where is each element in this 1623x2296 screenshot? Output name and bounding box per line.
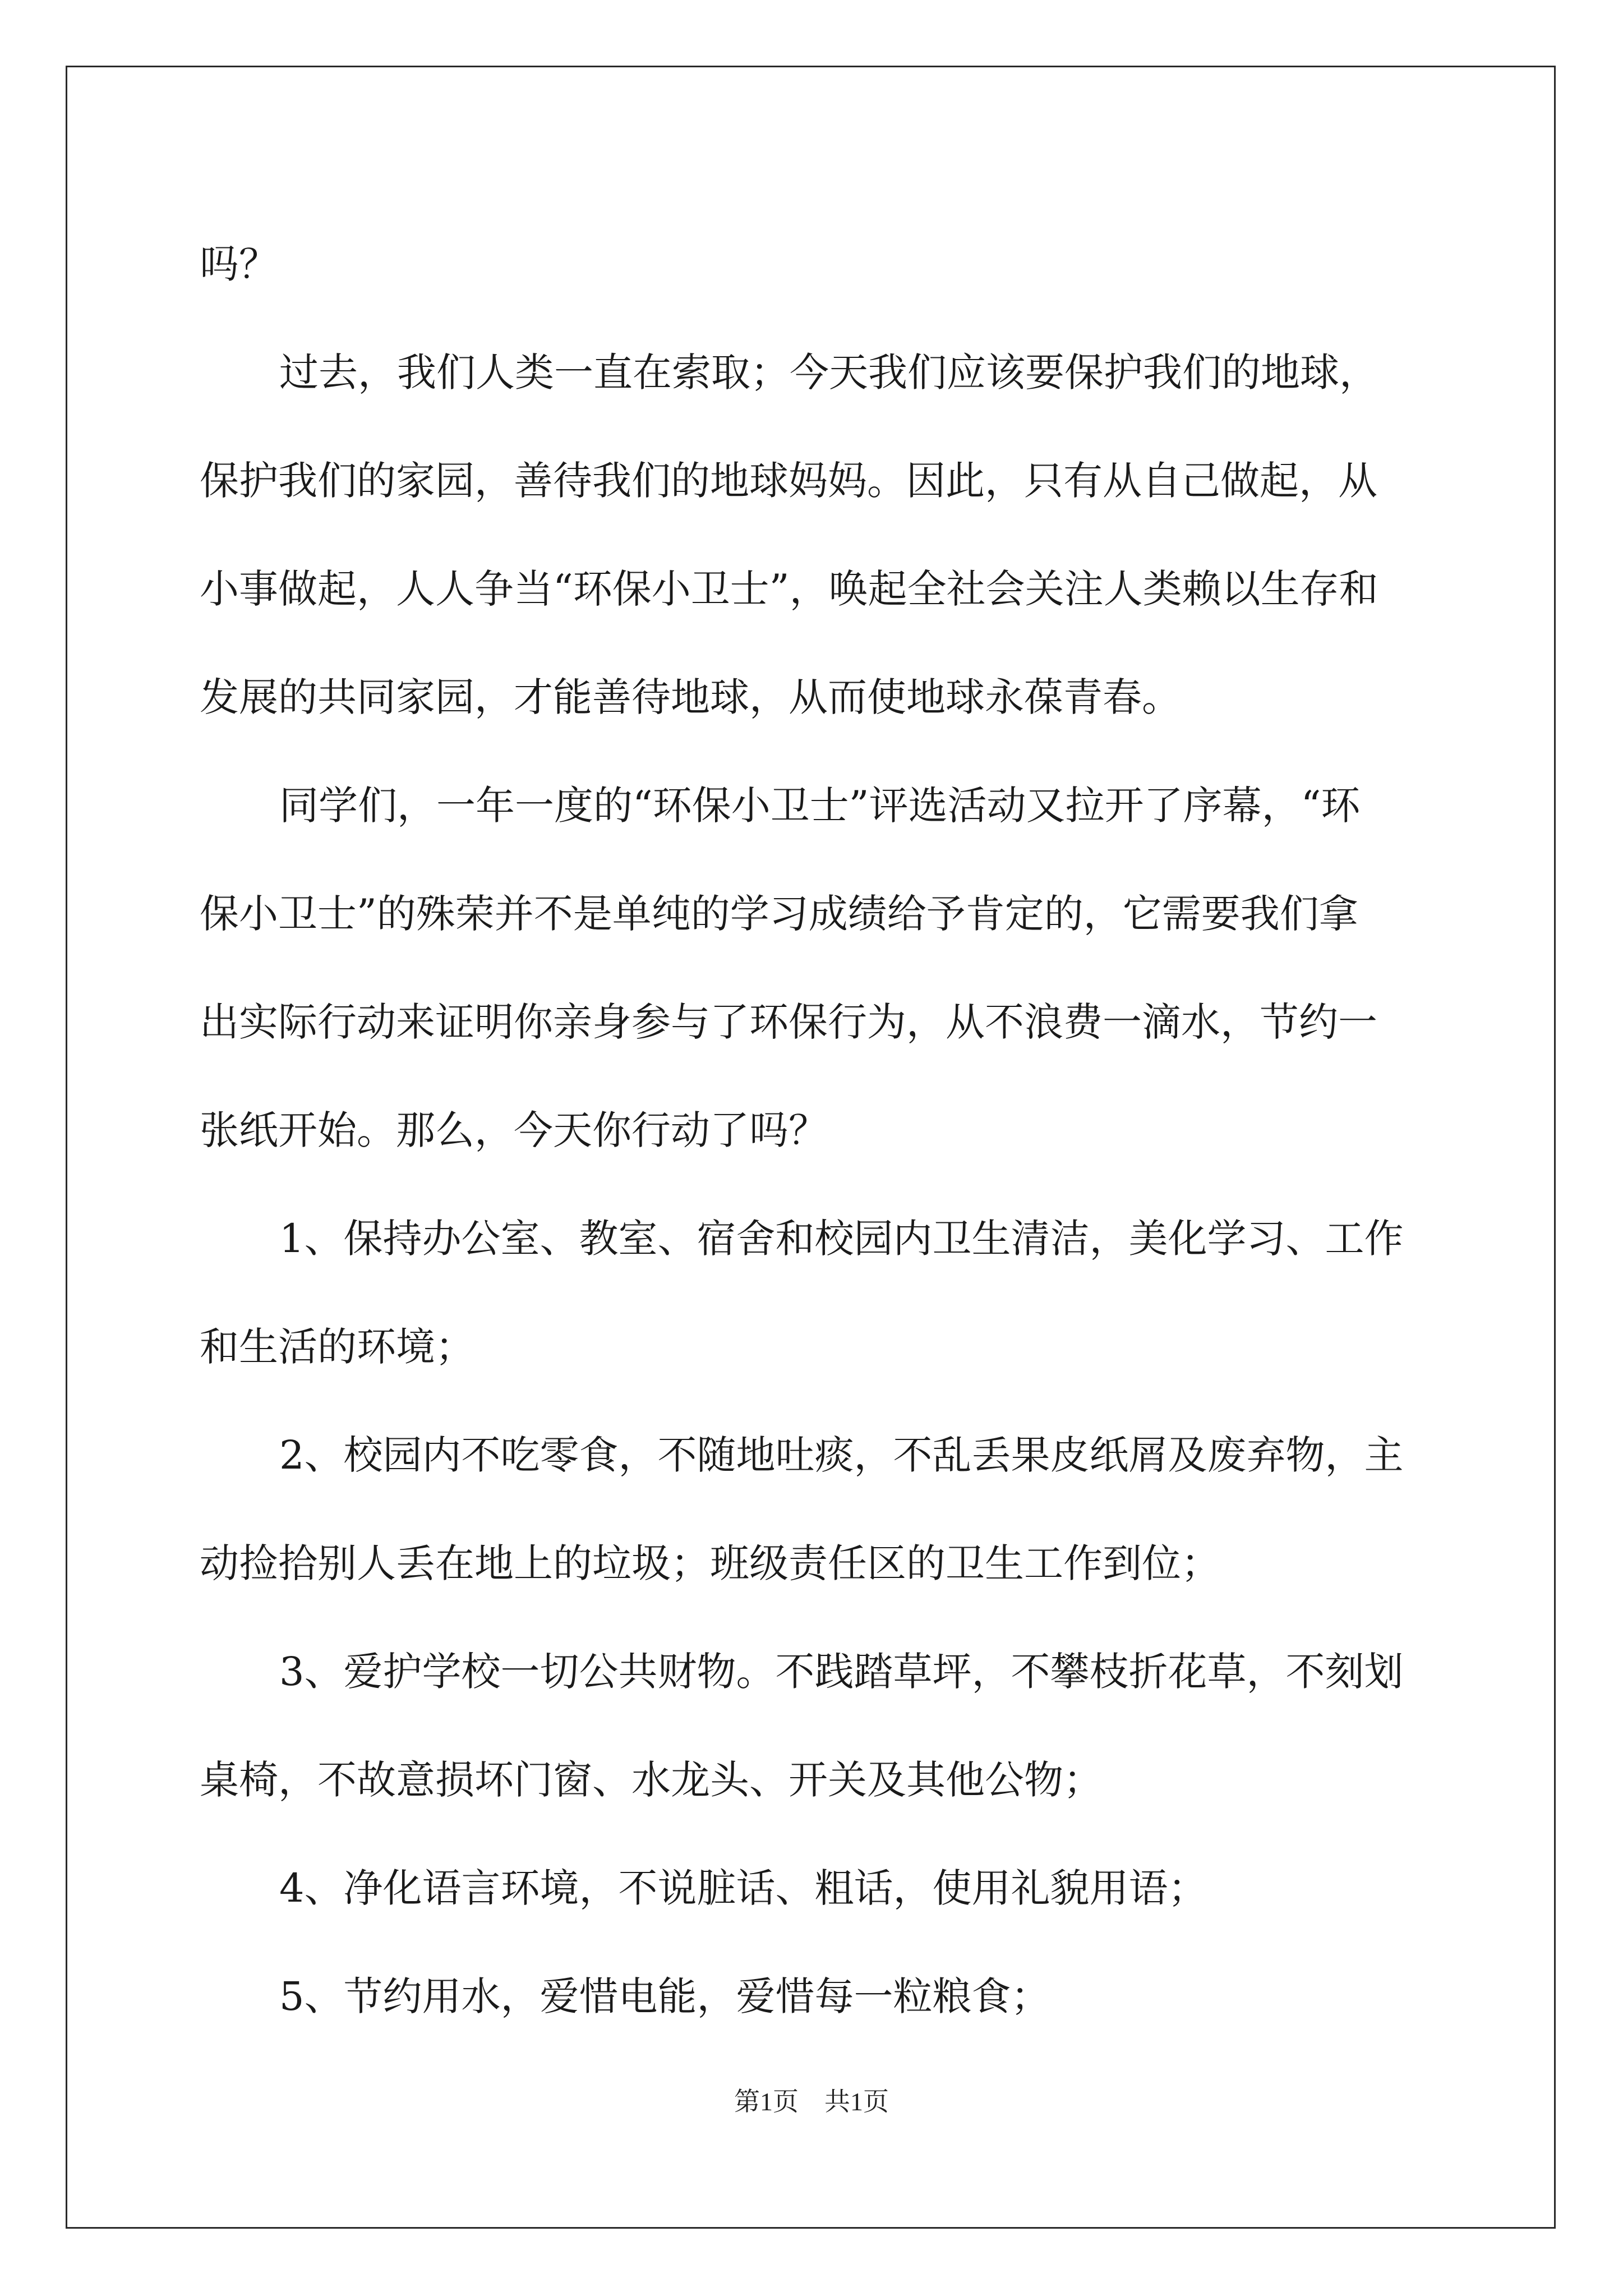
- text-line: 2、校园内不吃零食，不随地吐痰，不乱丢果皮纸屑及废弃物，主: [279, 1432, 1404, 1478]
- text-line: 保护我们的家园，善待我们的地球妈妈。因此，只有从自己做起，从: [200, 458, 1377, 504]
- text-line: 张纸开始。那么，今天你行动了吗？: [200, 1107, 828, 1153]
- text-line: 过去，我们人类一直在索取；今天我们应该要保护我们的地球，: [279, 349, 1378, 395]
- text-line: 3、爱护学校一切公共财物。不践踏草坪，不攀枝折花草，不刻划: [279, 1649, 1404, 1695]
- text-line: 1、保持办公室、教室、宿舍和校园内卫生清洁，美化学习、工作: [279, 1216, 1404, 1262]
- text-line: 5、节约用水，爱惜电能，爱惜每一粒粮食；: [279, 1973, 1050, 2019]
- text-line: 动捡拾别人丢在地上的垃圾；班级责任区的卫生工作到位；: [200, 1540, 1220, 1586]
- text-line: 4、净化语言环境，不说脏话、粗话，使用礼貌用语；: [279, 1865, 1207, 1911]
- text-line: 和生活的环境；: [200, 1324, 474, 1370]
- text-line: 出实际行动来证明你亲身参与了环保行为，从不浪费一滴水，节约一: [200, 999, 1377, 1045]
- text-line: 桌椅，不故意损坏门窗、水龙头、开关及其他公物；: [200, 1757, 1103, 1803]
- text-line: 吗？: [200, 241, 278, 287]
- page-number-footer: 第1页 共1页: [734, 2087, 889, 2116]
- text-line: 发展的共同家园，才能善待地球，从而使地球永葆青春。: [200, 674, 1181, 720]
- text-line: 同学们，一年一度的“环保小卫士”评选活动又拉开了序幕，“环: [279, 783, 1361, 829]
- text-line: 保小卫士”的殊荣并不是单纯的学习成绩给予肯定的，它需要我们拿: [200, 891, 1358, 937]
- document-body: [200, 210, 1428, 2051]
- text-line: 小事做起，人人争当“环保小卫士”，唤起全社会关注人类赖以生存和: [200, 566, 1378, 612]
